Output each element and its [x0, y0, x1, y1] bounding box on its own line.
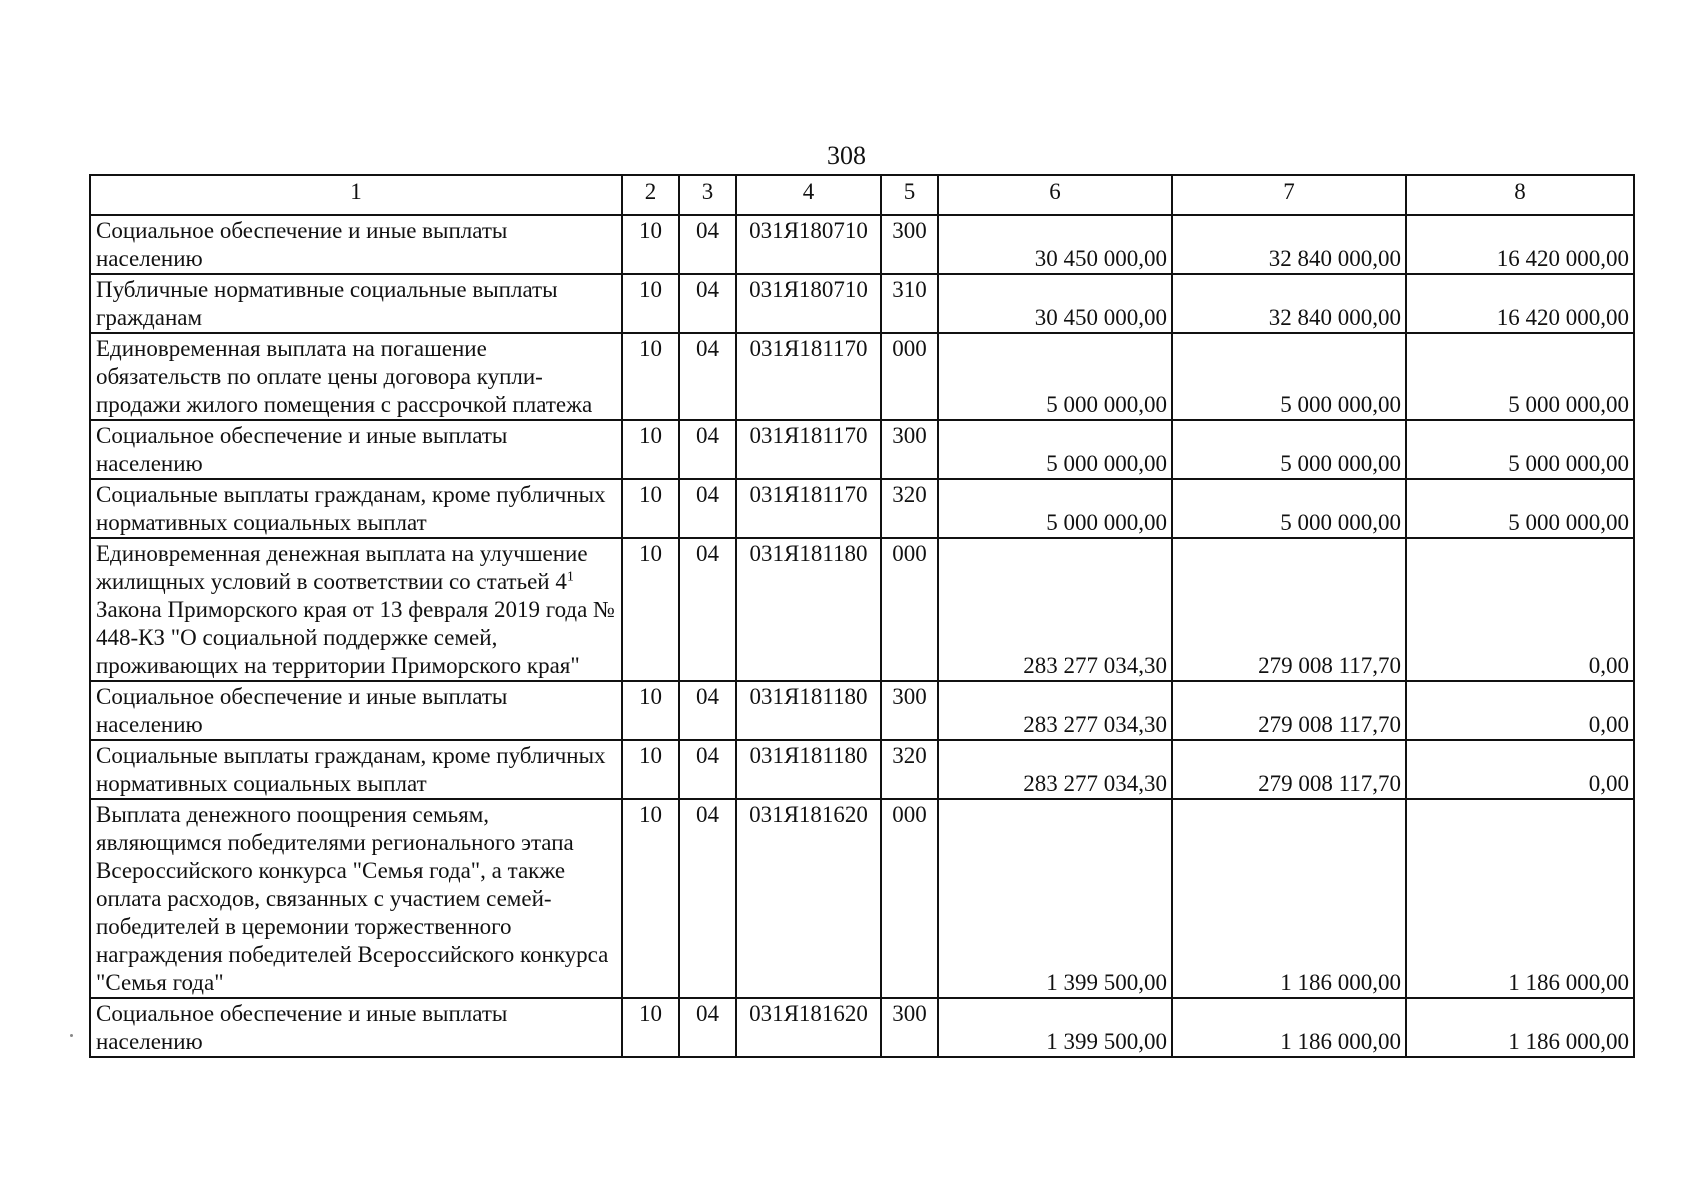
amount-column-6: 5 000 000,00 — [938, 420, 1172, 479]
subsection-code: 04 — [679, 274, 736, 333]
column-number: 2 — [622, 175, 679, 215]
expense-type-code: 000 — [881, 538, 938, 681]
amount-column-8: 5 000 000,00 — [1406, 333, 1634, 420]
section-code: 10 — [622, 538, 679, 681]
subsection-code: 04 — [679, 479, 736, 538]
target-article-code: 031Я180710 — [736, 274, 881, 333]
expense-name: Социальное обеспечение и иные выплаты населению — [90, 998, 622, 1057]
amount-column-7: 32 840 000,00 — [1172, 274, 1406, 333]
column-number-row — [90, 175, 1634, 215]
amount-column-6: 283 277 034,30 — [938, 681, 1172, 740]
amount-column-7: 32 840 000,00 — [1172, 215, 1406, 274]
subsection-code: 04 — [679, 799, 736, 998]
superscript-index: 1 — [566, 569, 574, 585]
amount-column-7: 1 186 000,00 — [1172, 998, 1406, 1057]
expense-type-code: 000 — [881, 333, 938, 420]
target-article-code: 031Я181180 — [736, 681, 881, 740]
target-article-code: 031Я180710 — [736, 215, 881, 274]
column-number: 6 — [938, 175, 1172, 215]
table-row — [90, 215, 1634, 274]
section-code: 10 — [622, 479, 679, 538]
amount-column-7: 5 000 000,00 — [1172, 420, 1406, 479]
expense-name: Выплата денежного поощрения семьям, являющимся победителями регионального этапа Всероссийского конкурса "Семья года", а также оплата расходов, связанных с участием семей-победителей в церемонии торжественного награждения победителей Всероссийского конкурса "Семья года" — [90, 799, 622, 998]
section-code: 10 — [622, 799, 679, 998]
amount-column-6: 283 277 034,30 — [938, 740, 1172, 799]
table-row — [90, 333, 1634, 420]
section-code: 10 — [622, 681, 679, 740]
expense-name: Социальное обеспечение и иные выплаты населению — [90, 420, 622, 479]
expense-type-code: 300 — [881, 215, 938, 274]
page-number: 308 — [827, 141, 866, 170]
subsection-code: 04 — [679, 740, 736, 799]
expense-name: Социальные выплаты гражданам, кроме публичных нормативных социальных выплат — [90, 479, 622, 538]
table-row — [90, 479, 1634, 538]
section-code: 10 — [622, 740, 679, 799]
table-row — [90, 274, 1634, 333]
subsection-code: 04 — [679, 215, 736, 274]
target-article-code: 031Я181170 — [736, 333, 881, 420]
target-article-code: 031Я181620 — [736, 998, 881, 1057]
target-article-code: 031Я181620 — [736, 799, 881, 998]
column-number: 7 — [1172, 175, 1406, 215]
amount-column-7: 1 186 000,00 — [1172, 799, 1406, 998]
section-code: 10 — [622, 333, 679, 420]
column-number: 8 — [1406, 175, 1634, 215]
table-row — [90, 740, 1634, 799]
table-row — [90, 799, 1634, 998]
amount-column-7: 5 000 000,00 — [1172, 333, 1406, 420]
amount-column-6: 283 277 034,30 — [938, 538, 1172, 681]
expense-type-code: 300 — [881, 998, 938, 1057]
scan-speck — [70, 1034, 73, 1037]
subsection-code: 04 — [679, 420, 736, 479]
amount-column-6: 30 450 000,00 — [938, 215, 1172, 274]
amount-column-8: 1 186 000,00 — [1406, 799, 1634, 998]
budget-table — [89, 174, 1635, 1058]
expense-name: Социальное обеспечение и иные выплаты населению — [90, 681, 622, 740]
amount-column-6: 5 000 000,00 — [938, 333, 1172, 420]
amount-column-8: 0,00 — [1406, 538, 1634, 681]
amount-column-8: 16 420 000,00 — [1406, 215, 1634, 274]
section-code: 10 — [622, 998, 679, 1057]
amount-column-6: 5 000 000,00 — [938, 479, 1172, 538]
table-row — [90, 998, 1634, 1057]
amount-column-8: 1 186 000,00 — [1406, 998, 1634, 1057]
expense-type-code: 320 — [881, 740, 938, 799]
target-article-code: 031Я181180 — [736, 538, 881, 681]
column-number: 1 — [90, 175, 622, 215]
expense-name: Публичные нормативные социальные выплаты гражданам — [90, 274, 622, 333]
expense-type-code: 320 — [881, 479, 938, 538]
section-code: 10 — [622, 274, 679, 333]
amount-column-7: 279 008 117,70 — [1172, 740, 1406, 799]
expense-name: Единовременная выплата на погашение обязательств по оплате цены договора купли-продажи жилого помещения с рассрочкой платежа — [90, 333, 622, 420]
target-article-code: 031Я181170 — [736, 420, 881, 479]
column-number: 5 — [881, 175, 938, 215]
expense-type-code: 300 — [881, 681, 938, 740]
section-code: 10 — [622, 420, 679, 479]
column-number: 4 — [736, 175, 881, 215]
expense-type-code: 310 — [881, 274, 938, 333]
table-row — [90, 420, 1634, 479]
amount-column-7: 279 008 117,70 — [1172, 538, 1406, 681]
column-number: 3 — [679, 175, 736, 215]
section-code: 10 — [622, 215, 679, 274]
amount-column-8: 5 000 000,00 — [1406, 420, 1634, 479]
amount-column-7: 279 008 117,70 — [1172, 681, 1406, 740]
expense-type-code: 300 — [881, 420, 938, 479]
amount-column-8: 16 420 000,00 — [1406, 274, 1634, 333]
amount-column-7: 5 000 000,00 — [1172, 479, 1406, 538]
expense-name-part: Закона Приморского края от 13 февраля 2019 года № 448-КЗ "О социальной поддержке семей, проживающих на территории Приморского края" — [96, 597, 616, 678]
subsection-code: 04 — [679, 538, 736, 681]
table-row — [90, 538, 1634, 681]
amount-column-6: 1 399 500,00 — [938, 799, 1172, 998]
amount-column-6: 1 399 500,00 — [938, 998, 1172, 1057]
amount-column-8: 0,00 — [1406, 681, 1634, 740]
expense-type-code: 000 — [881, 799, 938, 998]
table-row — [90, 681, 1634, 740]
target-article-code: 031Я181170 — [736, 479, 881, 538]
expense-name-part: Единовременная денежная выплата на улучшение жилищных условий в соответствии со статьей 4 — [96, 541, 588, 594]
expense-name: Социальное обеспечение и иные выплаты населению — [90, 215, 622, 274]
amount-column-6: 30 450 000,00 — [938, 274, 1172, 333]
expense-name: Социальные выплаты гражданам, кроме публичных нормативных социальных выплат — [90, 740, 622, 799]
subsection-code: 04 — [679, 333, 736, 420]
expense-name — [90, 538, 622, 681]
subsection-code: 04 — [679, 681, 736, 740]
target-article-code: 031Я181180 — [736, 740, 881, 799]
amount-column-8: 5 000 000,00 — [1406, 479, 1634, 538]
amount-column-8: 0,00 — [1406, 740, 1634, 799]
subsection-code: 04 — [679, 998, 736, 1057]
